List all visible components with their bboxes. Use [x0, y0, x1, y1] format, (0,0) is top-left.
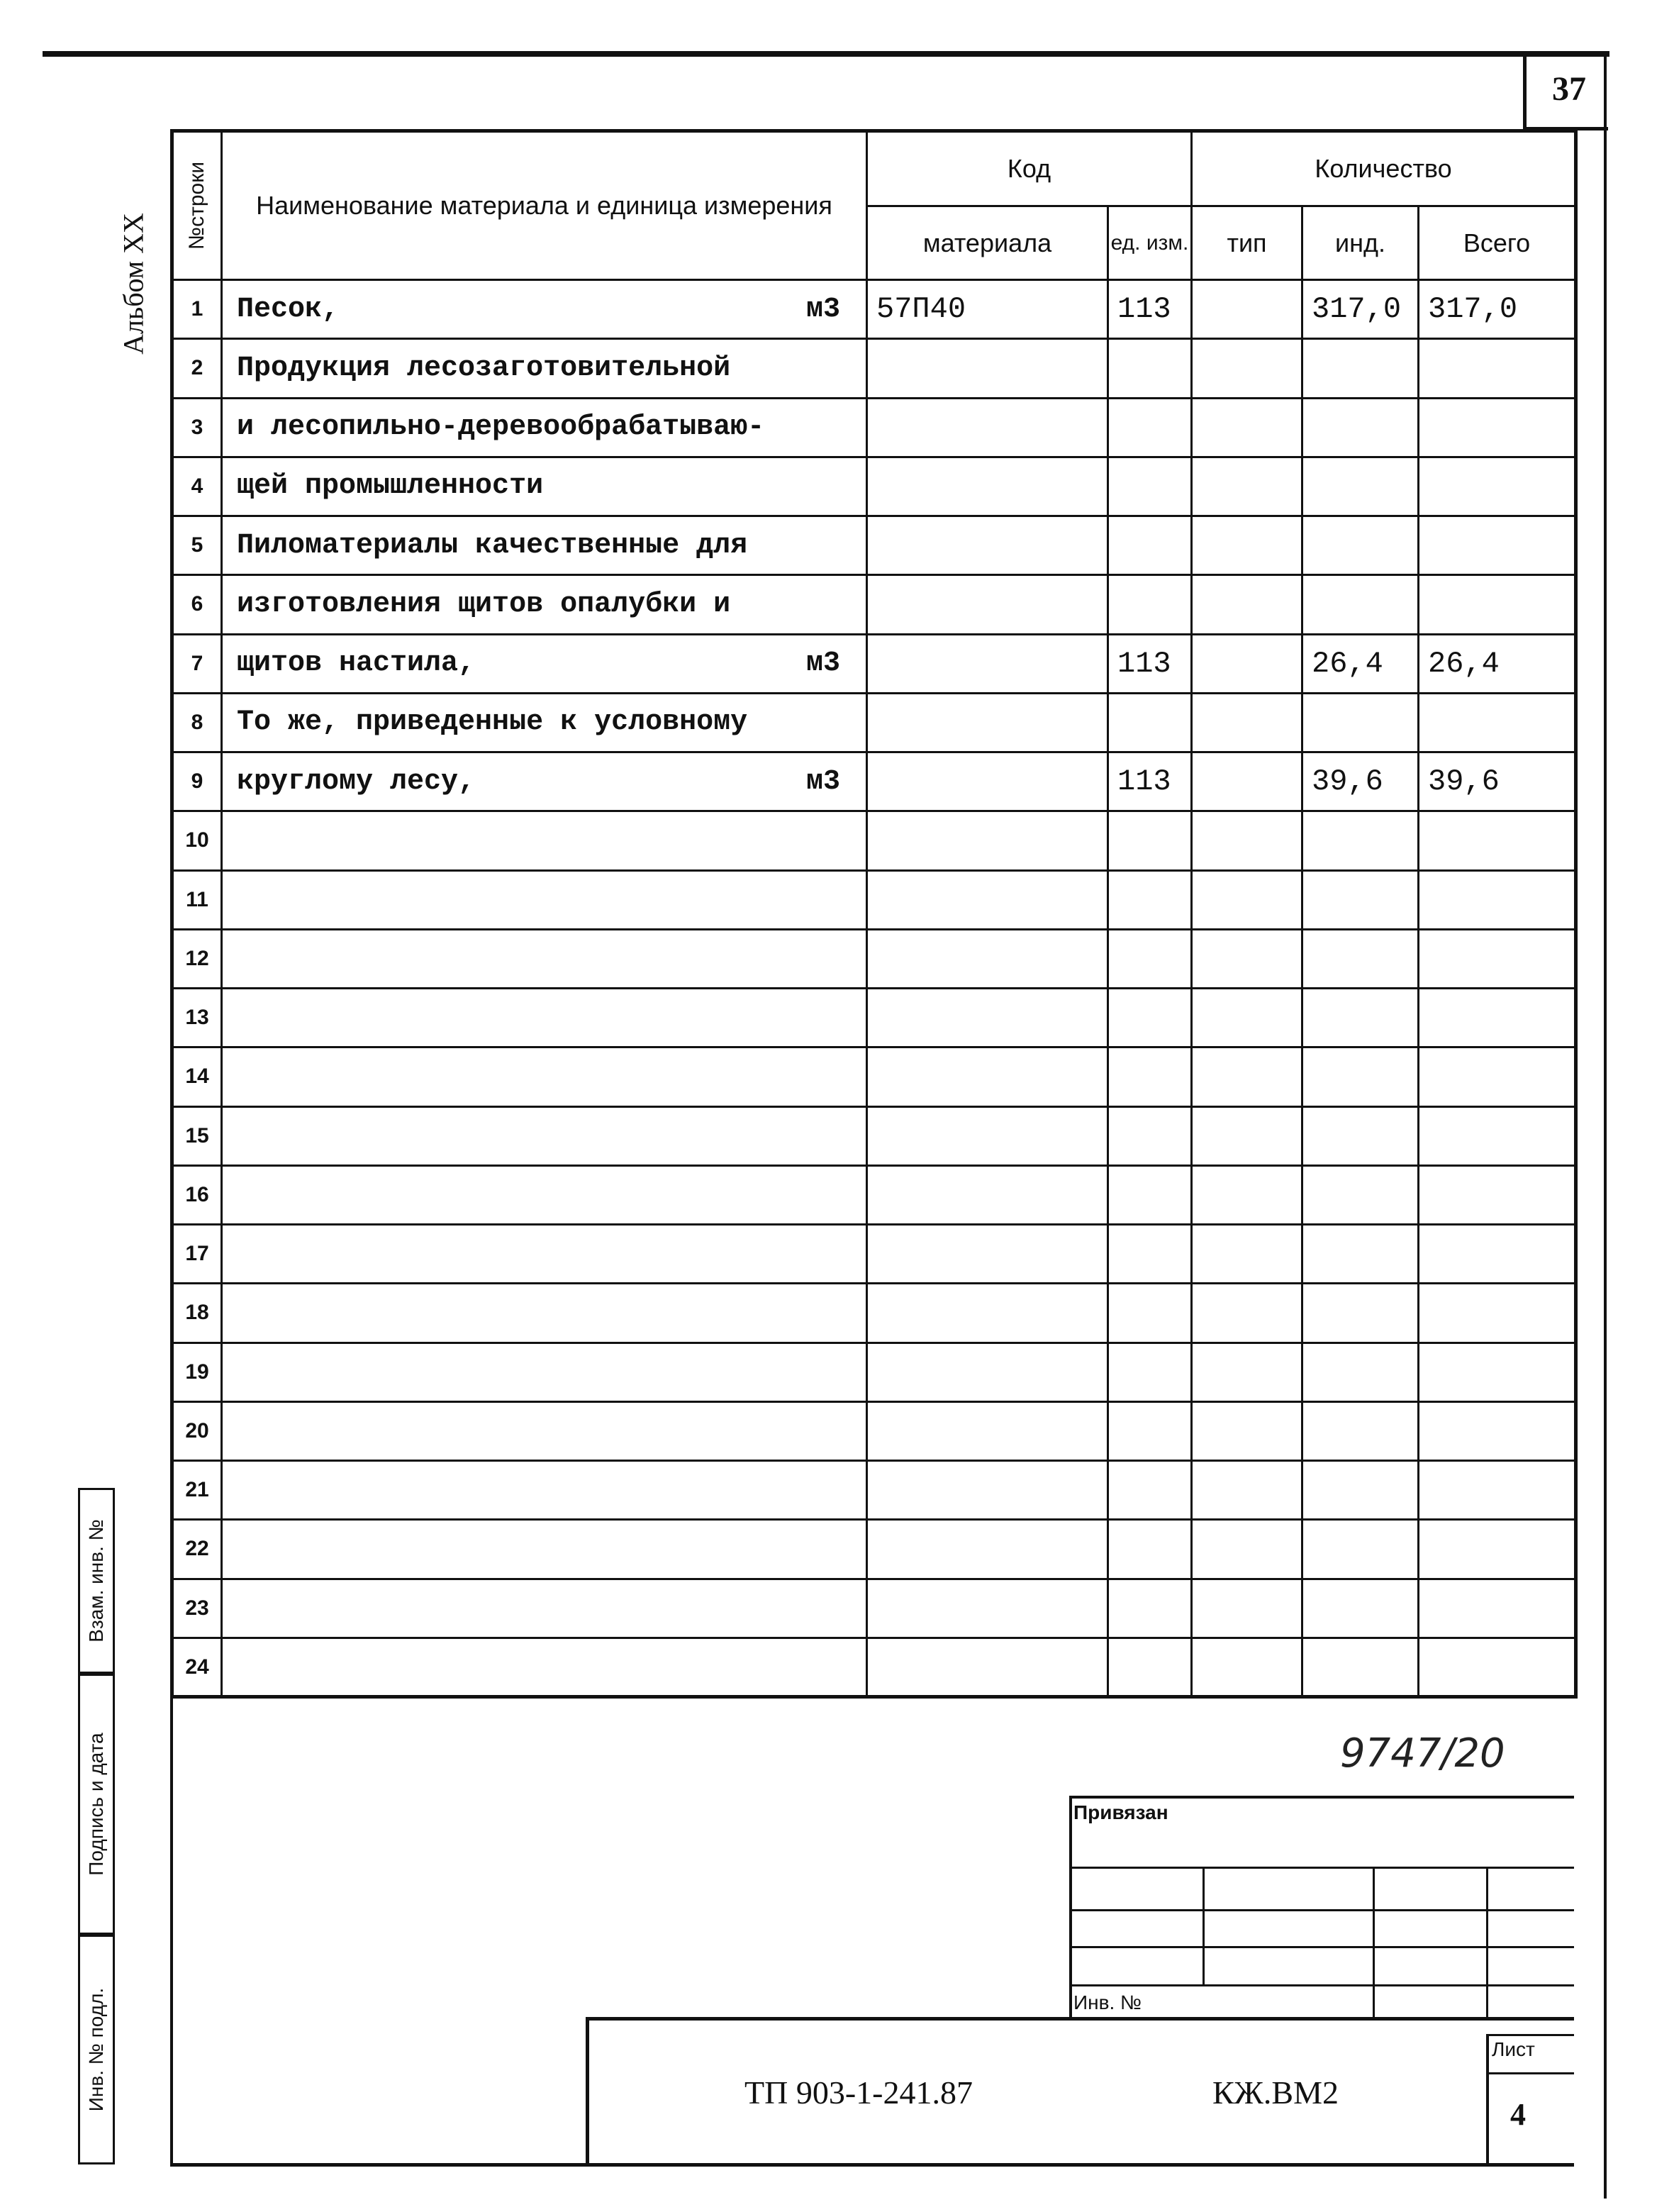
row-ind — [1302, 989, 1419, 1047]
row-name — [222, 870, 867, 929]
row-type — [1192, 989, 1302, 1047]
row-name-text: круглому лесу, — [237, 765, 476, 798]
privyazan-label: Привязан — [1073, 1801, 1168, 1823]
row-ind — [1302, 398, 1419, 457]
row-total — [1419, 1579, 1576, 1638]
row-total — [1419, 1343, 1576, 1401]
document-mark: КЖ.ВМ2 — [1212, 2074, 1339, 2111]
row-name — [222, 1520, 867, 1579]
row-ind — [1302, 1520, 1419, 1579]
row-type — [1192, 280, 1302, 339]
row-ind: 39,6 — [1302, 752, 1419, 811]
row-total — [1419, 1225, 1576, 1284]
row-ind — [1302, 870, 1419, 929]
table-row — [172, 634, 1576, 693]
row-number: 22 — [172, 1520, 222, 1579]
row-unit-code — [1108, 870, 1192, 929]
row-number: 17 — [172, 1225, 222, 1284]
table-row — [172, 1106, 1576, 1165]
row-name-text: щитов настила, — [237, 648, 476, 680]
table-row — [172, 752, 1576, 811]
header-row-no: №строки — [172, 131, 222, 280]
row-material-code — [867, 811, 1108, 870]
row-number: 16 — [172, 1165, 222, 1224]
row-name — [222, 1225, 867, 1284]
row-unit-code — [1108, 1047, 1192, 1106]
row-unit-code — [1108, 575, 1192, 634]
row-name — [222, 811, 867, 870]
row-ind — [1302, 457, 1419, 516]
row-material-code — [867, 1284, 1108, 1343]
header-ind: инд. — [1302, 206, 1419, 280]
row-total — [1419, 1520, 1576, 1579]
row-name-text: щей промышленности — [237, 470, 544, 503]
row-material-code — [867, 575, 1108, 634]
row-material-code — [867, 1638, 1108, 1697]
sheet-line — [1486, 2072, 1574, 2074]
row-ind — [1302, 1106, 1419, 1165]
row-unit-code — [1108, 1343, 1192, 1401]
row-type — [1192, 1225, 1302, 1284]
row-material-code — [867, 339, 1108, 398]
row-name — [222, 1047, 867, 1106]
row-number: 2 — [172, 339, 222, 398]
row-number: 15 — [172, 1106, 222, 1165]
row-type — [1192, 1401, 1302, 1460]
header-material: материала — [867, 206, 1108, 280]
row-name — [222, 339, 867, 398]
table-row — [172, 575, 1576, 634]
row-ind — [1302, 1461, 1419, 1520]
row-material-code — [867, 634, 1108, 693]
table-row — [172, 398, 1576, 457]
table-row — [172, 1047, 1576, 1106]
stamp-divider — [1373, 1867, 1375, 2017]
row-name — [222, 1343, 867, 1401]
row-number: 7 — [172, 634, 222, 693]
row-type — [1192, 634, 1302, 693]
row-name — [222, 693, 867, 752]
sheet-line — [1486, 2034, 1574, 2036]
row-type — [1192, 1461, 1302, 1520]
row-total — [1419, 929, 1576, 988]
row-name-text: Песок, — [237, 293, 340, 326]
row-type — [1192, 398, 1302, 457]
row-number: 6 — [172, 575, 222, 634]
row-unit-code — [1108, 1401, 1192, 1460]
page-number: 37 — [1552, 70, 1586, 108]
row-unit-code: 113 — [1108, 280, 1192, 339]
row-name — [222, 1165, 867, 1224]
row-type — [1192, 870, 1302, 929]
row-unit-code — [1108, 929, 1192, 988]
row-total: 317,0 — [1419, 280, 1576, 339]
row-unit-code — [1108, 1106, 1192, 1165]
row-number: 3 — [172, 398, 222, 457]
row-ind — [1302, 339, 1419, 398]
left-frame-line — [170, 1696, 173, 2164]
row-type — [1192, 1520, 1302, 1579]
row-name — [222, 1401, 867, 1460]
row-total — [1419, 339, 1576, 398]
row-name — [222, 1284, 867, 1343]
row-material-code — [867, 1106, 1108, 1165]
row-type — [1192, 929, 1302, 988]
archive-number: 9747/20 — [1340, 1730, 1505, 1777]
row-number: 14 — [172, 1047, 222, 1106]
row-number: 9 — [172, 752, 222, 811]
row-ind — [1302, 929, 1419, 988]
row-name-text: Продукция лесозаготовительной — [237, 352, 731, 384]
top-border-line — [43, 51, 1609, 57]
row-ind — [1302, 1401, 1419, 1460]
row-total — [1419, 1106, 1576, 1165]
row-total — [1419, 1284, 1576, 1343]
table-row — [172, 811, 1576, 870]
row-unit-code — [1108, 457, 1192, 516]
table-row — [172, 1579, 1576, 1638]
row-unit-code — [1108, 1579, 1192, 1638]
row-name — [222, 1461, 867, 1520]
row-name — [222, 634, 867, 693]
row-type — [1192, 752, 1302, 811]
row-ind — [1302, 811, 1419, 870]
row-type — [1192, 516, 1302, 575]
table-row — [172, 1401, 1576, 1460]
row-name — [222, 1579, 867, 1638]
table-row — [172, 693, 1576, 752]
row-material-code: 57П40 — [867, 280, 1108, 339]
table-row — [172, 1520, 1576, 1579]
header-type: тип — [1192, 206, 1302, 280]
stamp-line — [1069, 1867, 1574, 1869]
row-material-code — [867, 1579, 1108, 1638]
row-type — [1192, 811, 1302, 870]
table-row — [172, 339, 1576, 398]
table-row — [172, 457, 1576, 516]
row-total — [1419, 1047, 1576, 1106]
header-unit: ед. изм. — [1108, 206, 1192, 280]
row-ind — [1302, 1225, 1419, 1284]
row-material-code — [867, 929, 1108, 988]
row-total — [1419, 811, 1576, 870]
row-type — [1192, 1343, 1302, 1401]
stamp-divider — [1203, 1867, 1205, 1984]
table-row — [172, 1343, 1576, 1401]
row-number: 8 — [172, 693, 222, 752]
row-ind — [1302, 1638, 1419, 1697]
row-ind — [1302, 1165, 1419, 1224]
row-type — [1192, 1284, 1302, 1343]
table-row — [172, 1225, 1576, 1284]
row-name — [222, 929, 867, 988]
row-total — [1419, 693, 1576, 752]
row-total — [1419, 1638, 1576, 1697]
row-unit-text: м3 — [805, 648, 840, 680]
row-name — [222, 752, 867, 811]
row-type — [1192, 1638, 1302, 1697]
row-ind: 26,4 — [1302, 634, 1419, 693]
stamp-line — [1069, 1909, 1574, 1911]
table-row — [172, 1284, 1576, 1343]
row-material-code — [867, 752, 1108, 811]
row-type — [1192, 1165, 1302, 1224]
row-material-code — [867, 1165, 1108, 1224]
material-table — [170, 129, 1578, 1699]
table-row — [172, 870, 1576, 929]
row-material-code — [867, 870, 1108, 929]
row-number: 20 — [172, 1401, 222, 1460]
sheet-number: 4 — [1510, 2097, 1526, 2132]
row-type — [1192, 693, 1302, 752]
row-number: 11 — [172, 870, 222, 929]
row-material-code — [867, 693, 1108, 752]
row-type — [1192, 575, 1302, 634]
row-name — [222, 516, 867, 575]
row-unit-code — [1108, 693, 1192, 752]
table-row — [172, 929, 1576, 988]
row-type — [1192, 339, 1302, 398]
row-name-text: изготовления щитов опалубки и — [237, 588, 731, 621]
row-unit-code: 113 — [1108, 752, 1192, 811]
row-material-code — [867, 1343, 1108, 1401]
row-unit-code — [1108, 1225, 1192, 1284]
row-number: 19 — [172, 1343, 222, 1401]
row-ind — [1302, 1047, 1419, 1106]
row-type — [1192, 1106, 1302, 1165]
row-unit-code — [1108, 989, 1192, 1047]
row-number: 23 — [172, 1579, 222, 1638]
table-row — [172, 989, 1576, 1047]
row-material-code — [867, 1225, 1108, 1284]
row-total — [1419, 870, 1576, 929]
row-number: 24 — [172, 1638, 222, 1697]
inv-podl-label: Инв. № подл. — [78, 1935, 115, 2164]
row-material-code — [867, 516, 1108, 575]
document-code: ТП 903-1-241.87 — [744, 2074, 973, 2111]
row-number: 12 — [172, 929, 222, 988]
album-text: Альбом XX — [117, 213, 150, 355]
row-material-code — [867, 1520, 1108, 1579]
row-name-text: и лесопильно-деревообрабатываю- — [237, 411, 765, 444]
stamp-line — [1069, 1984, 1574, 1986]
sheet-label: Лист — [1492, 2038, 1535, 2060]
row-total: 26,4 — [1419, 634, 1576, 693]
row-ind — [1302, 693, 1419, 752]
header-quantity: Количество — [1192, 131, 1576, 206]
row-unit-code — [1108, 1165, 1192, 1224]
row-name — [222, 1638, 867, 1697]
row-unit-code: 113 — [1108, 634, 1192, 693]
row-unit-code — [1108, 516, 1192, 575]
row-type — [1192, 457, 1302, 516]
row-total — [1419, 575, 1576, 634]
row-total — [1419, 516, 1576, 575]
row-unit-code — [1108, 1638, 1192, 1697]
row-type — [1192, 1047, 1302, 1106]
row-unit-code — [1108, 811, 1192, 870]
table-row — [172, 1165, 1576, 1224]
row-ind — [1302, 1284, 1419, 1343]
header-total: Всего — [1419, 206, 1576, 280]
row-name — [222, 457, 867, 516]
row-material-code — [867, 1401, 1108, 1460]
stamp-line — [1069, 1946, 1574, 1948]
row-total — [1419, 1165, 1576, 1224]
row-ind — [1302, 1579, 1419, 1638]
row-unit-code — [1108, 1520, 1192, 1579]
row-name — [222, 575, 867, 634]
row-type — [1192, 1579, 1302, 1638]
row-material-code — [867, 989, 1108, 1047]
row-number: 21 — [172, 1461, 222, 1520]
row-total — [1419, 1461, 1576, 1520]
row-ind: 317,0 — [1302, 280, 1419, 339]
row-number: 10 — [172, 811, 222, 870]
row-unit-code — [1108, 339, 1192, 398]
album-label — [105, 191, 162, 376]
row-ind — [1302, 516, 1419, 575]
row-name — [222, 280, 867, 339]
row-name — [222, 1106, 867, 1165]
row-total: 39,6 — [1419, 752, 1576, 811]
table-row — [172, 1461, 1576, 1520]
row-unit-text: м3 — [805, 765, 840, 798]
table-row — [172, 1638, 1576, 1697]
row-material-code — [867, 1461, 1108, 1520]
row-unit-code — [1108, 1284, 1192, 1343]
signature-date-label: Подпись и дата — [78, 1674, 115, 1935]
row-unit-code — [1108, 1461, 1192, 1520]
row-total — [1419, 1401, 1576, 1460]
row-unit-code — [1108, 398, 1192, 457]
row-name — [222, 989, 867, 1047]
row-number: 5 — [172, 516, 222, 575]
table-row — [172, 516, 1576, 575]
row-number: 13 — [172, 989, 222, 1047]
vzam-inv-label: Взам. инв. № — [78, 1488, 115, 1674]
row-name — [222, 398, 867, 457]
row-unit-text: м3 — [805, 293, 840, 326]
header-code: Код — [867, 131, 1192, 206]
row-name-text: Пиломатериалы качественные для — [237, 529, 748, 562]
row-total — [1419, 398, 1576, 457]
row-name-text: То же, приведенные к условному — [237, 706, 748, 739]
right-border-line — [1604, 57, 1607, 2199]
row-material-code — [867, 1047, 1108, 1106]
row-material-code — [867, 398, 1108, 457]
row-number: 1 — [172, 280, 222, 339]
row-number: 18 — [172, 1284, 222, 1343]
row-total — [1419, 989, 1576, 1047]
stamp-inv-label: Инв. № — [1073, 1991, 1142, 2013]
row-ind — [1302, 575, 1419, 634]
row-number: 4 — [172, 457, 222, 516]
table-row — [172, 280, 1576, 339]
row-total — [1419, 457, 1576, 516]
title-block — [586, 2017, 1574, 2166]
header-name: Наименование материала и единица измерения — [222, 131, 867, 280]
row-ind — [1302, 1343, 1419, 1401]
row-material-code — [867, 457, 1108, 516]
stamp-divider — [1486, 1867, 1488, 2017]
